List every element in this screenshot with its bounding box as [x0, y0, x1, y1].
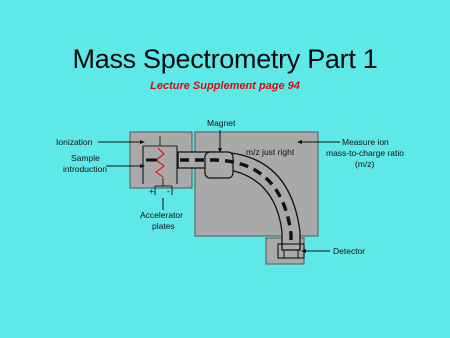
slide-title: Mass Spectrometry Part 1 [72, 44, 378, 74]
detector-label: Detector [333, 246, 366, 256]
sample-label-line2: introduction [63, 164, 107, 174]
accelerator-label-line1: Accelerator [140, 210, 183, 220]
mz-just-right-label: m/z just right [246, 147, 295, 157]
measure-label-line1: Measure ion [342, 137, 389, 147]
measure-label-line3: (m/z) [355, 159, 375, 169]
minus-sign: - [167, 186, 170, 196]
accelerator-label-line2: plates [152, 221, 175, 231]
measure-label-line2: mass-to-charge ratio [326, 148, 404, 158]
plus-sign: + [149, 186, 154, 196]
magnet-pole [205, 152, 233, 178]
slide-subtitle: Lecture Supplement page 94 [150, 80, 300, 92]
magnet-label: Magnet [207, 118, 236, 128]
sample-label-line1: Sample [71, 153, 100, 163]
ionization-label: Ionization [56, 137, 93, 147]
